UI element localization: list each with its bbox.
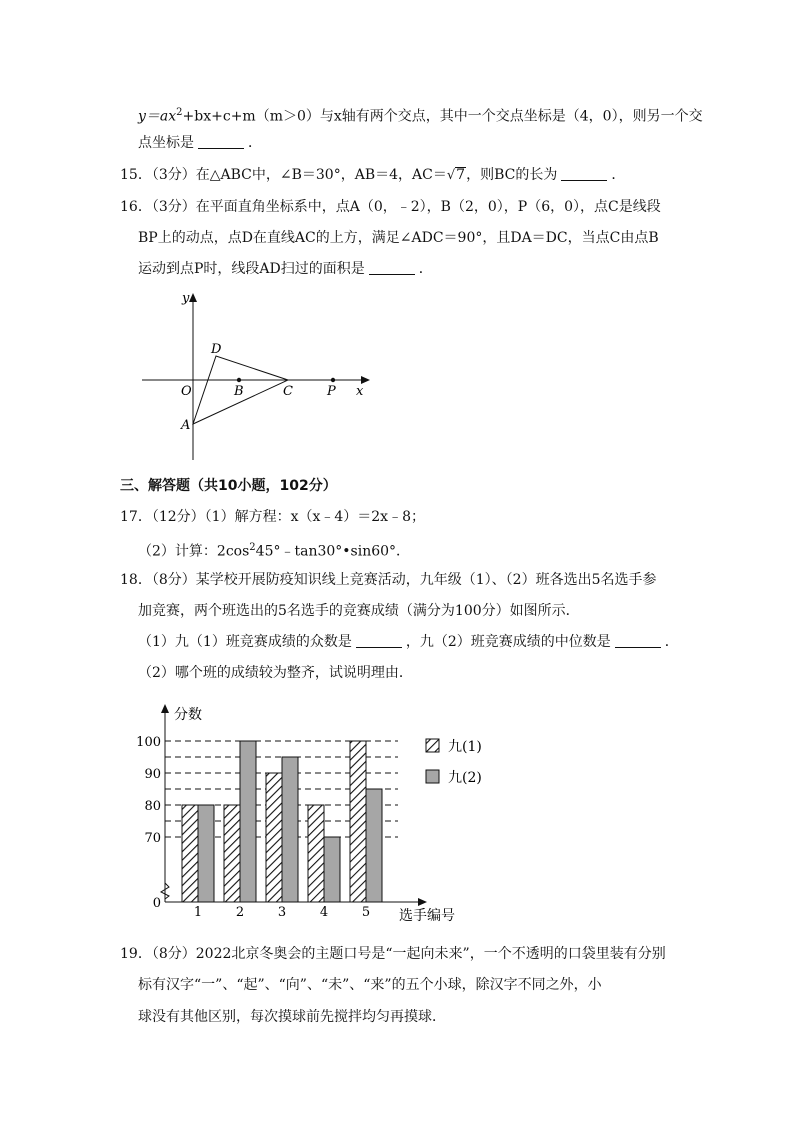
q19-text-1: 2022北京冬奥会的主题口号是“一起向未来”，一个不透明的口袋里装有分别 bbox=[195, 946, 666, 962]
label-c: C bbox=[283, 384, 293, 399]
y-tick-label: 70 bbox=[144, 831, 161, 846]
q18-number: 18． bbox=[120, 572, 152, 588]
q15-score: （3分） bbox=[151, 167, 196, 183]
q18-line2 bbox=[138, 601, 580, 621]
bar-1-4 bbox=[308, 805, 324, 902]
label-p: P bbox=[327, 384, 336, 399]
q16-number: 16． bbox=[120, 199, 152, 215]
q18-sub1-b: ，九（2）班竞赛成绩的中位数是 bbox=[405, 634, 611, 650]
q14-line2: 点坐标是 ． bbox=[138, 135, 262, 151]
x-axis-arrow bbox=[361, 376, 370, 384]
q17-number: 17． bbox=[120, 509, 152, 525]
y-tick-label: 0 bbox=[152, 896, 161, 911]
legend-swatch bbox=[426, 770, 439, 783]
x-tick-label: 5 bbox=[361, 905, 371, 920]
q15-text-a: 在△ABC中，∠B＝30°，AB＝4，AC＝ bbox=[195, 167, 447, 183]
q16-line2 bbox=[138, 228, 659, 248]
q15-number: 15． bbox=[120, 167, 152, 183]
q19-number: 19． bbox=[120, 946, 152, 962]
q17-score: （12分） bbox=[151, 509, 205, 525]
answer-blank-q14[interactable] bbox=[198, 134, 244, 149]
q19-text-2: 标有汉字“一”、“起”、“向”、“未”、“来”的五个小球，除汉字不同之外，小 bbox=[138, 977, 602, 993]
label-y: y bbox=[182, 291, 190, 306]
y-axis-label: 分数 bbox=[174, 707, 202, 723]
q18-text-1: 某学校开展防疫知识线上竞赛活动，九年级（1）、（2）班各选出5名选手参 bbox=[195, 572, 657, 588]
q15: 15．（3分）在△ABC中，∠B＝30°，AB＝4，AC＝√7，则BC的长为 ． bbox=[120, 167, 626, 183]
q14-line2-text: 点坐标是 bbox=[138, 135, 194, 151]
q14-exponent: 2 bbox=[176, 107, 183, 118]
y-tick-label: 100 bbox=[136, 735, 161, 750]
answer-blank-q15[interactable] bbox=[561, 166, 607, 181]
q16-text-2: BP上的动点，点D在直线AC的上方，满足∠ADC＝90°，且DA＝DC，当点C由点B bbox=[138, 230, 659, 246]
q17-line1 bbox=[120, 507, 425, 527]
legend-label: 九(1) bbox=[448, 739, 482, 755]
q16-line3: 运动到点P时，线段AD扫过的面积是 ． bbox=[138, 261, 433, 277]
q17-part2-prefix: （2）计算：2cos bbox=[138, 543, 250, 560]
q16-text-3: 运动到点P时，线段AD扫过的面积是 bbox=[138, 261, 365, 277]
q17-exponent: 2 bbox=[249, 542, 256, 553]
q16-line1 bbox=[120, 197, 661, 217]
q18-bar-chart bbox=[136, 698, 500, 930]
y-axis-arrow bbox=[161, 704, 169, 713]
label-o: O bbox=[181, 384, 192, 399]
q14-formula-prefix: y＝ax bbox=[138, 108, 177, 125]
label-x: x bbox=[356, 384, 364, 399]
bar-2-3 bbox=[282, 757, 298, 902]
x-tick-label: 2 bbox=[235, 905, 245, 920]
q18-sub1: （1）九（1）班竞赛成绩的众数是 ，九（2）班竞赛成绩的中位数是 ． bbox=[138, 634, 679, 650]
legend-label: 九(2) bbox=[448, 770, 482, 786]
y-axis-arrow bbox=[189, 293, 197, 302]
q18-sub1-a: （1）九（1）班竞赛成绩的众数是 bbox=[138, 634, 352, 650]
q19-text-3: 球没有其他区别，每次摸球前先搅拌均匀再摸球． bbox=[138, 1009, 446, 1025]
y-tick-label: 90 bbox=[144, 767, 161, 782]
q17-line2 bbox=[138, 538, 410, 562]
bar-1-3 bbox=[266, 773, 282, 902]
q17-part2-suffix: 45°﹣tan30°•sin60°． bbox=[255, 543, 411, 560]
q18-sub2-text: （2）哪个班的成绩较为整齐，试说明理由． bbox=[138, 665, 413, 681]
q19-line2 bbox=[138, 975, 602, 995]
q16-text-1: 在平面直角坐标系中，点A（0，﹣2），B（2，0），P（6，0），点C是线段 bbox=[195, 199, 661, 215]
q14-line1 bbox=[138, 103, 703, 127]
bar-2-4 bbox=[324, 837, 340, 902]
q18-text-2: 加竞赛，两个班选出的5名选手的竞赛成绩（满分为100分）如图所示． bbox=[138, 603, 580, 619]
point-b bbox=[237, 378, 241, 382]
label-d: D bbox=[211, 342, 222, 357]
q19-line3 bbox=[138, 1007, 446, 1027]
answer-blank-q18-median[interactable] bbox=[615, 633, 661, 648]
q19-score: （8分） bbox=[151, 946, 196, 962]
answer-blank-q18-mode[interactable] bbox=[356, 633, 402, 648]
section-3-title: 三、解答题（共10小题，102分） bbox=[120, 478, 337, 494]
x-tick-label: 3 bbox=[277, 905, 287, 920]
label-b: B bbox=[234, 384, 244, 399]
q18-sub2 bbox=[138, 663, 413, 683]
q17-part1: （1）解方程：x（x﹣4）＝2x﹣8； bbox=[204, 509, 425, 525]
q15-text-b: ，则BC的长为 bbox=[466, 167, 558, 183]
q15-sqrt: 7 bbox=[456, 167, 466, 183]
q18-score: （8分） bbox=[151, 572, 196, 588]
x-tick-label: 1 bbox=[193, 905, 203, 920]
legend-swatch bbox=[426, 739, 439, 752]
point-p bbox=[331, 378, 335, 382]
bar-2-2 bbox=[240, 741, 256, 902]
q19-line1 bbox=[120, 944, 666, 964]
label-a: A bbox=[181, 418, 191, 433]
answer-blank-q16[interactable] bbox=[369, 260, 415, 275]
y-tick-label: 80 bbox=[144, 799, 161, 814]
x-tick-label: 4 bbox=[319, 905, 329, 920]
bar-2-5 bbox=[366, 789, 382, 902]
q18-line1 bbox=[120, 570, 656, 590]
bar-2-1 bbox=[198, 805, 214, 902]
q16-coordinate-figure bbox=[130, 285, 380, 465]
x-axis-label: 选手编号 bbox=[399, 908, 455, 924]
q16-score: （3分） bbox=[151, 199, 196, 215]
bar-1-5 bbox=[350, 741, 366, 902]
q14-text: +bx+c+m（m＞0）与x轴有两个交点，其中一个交点坐标是（4，0），则另一个交 bbox=[182, 108, 703, 125]
bar-1-2 bbox=[224, 805, 240, 902]
bar-1-1 bbox=[182, 805, 198, 902]
x-axis-arrow bbox=[418, 898, 427, 906]
